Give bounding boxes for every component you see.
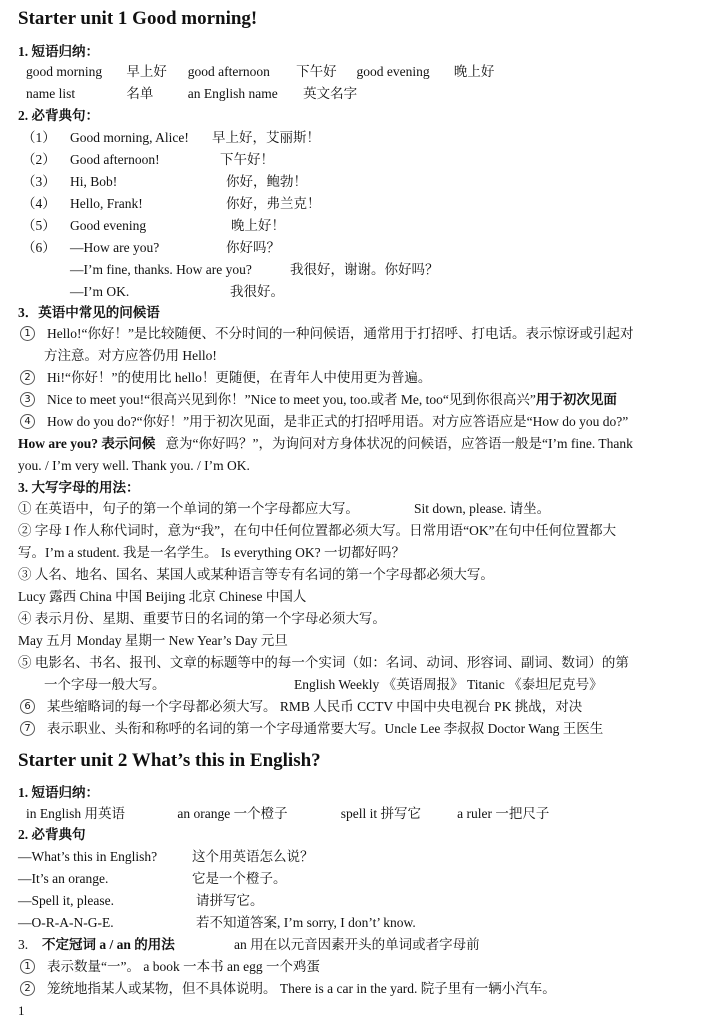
rule-text: ① 在英语中，句子的第一个单词的第一个字母都应大写。: [18, 501, 359, 516]
sentence-en: —It’s an orange.: [18, 871, 109, 886]
sentence-en: Hello, Frank!: [70, 196, 143, 211]
item-number: 2: [20, 981, 35, 996]
sentence-num: （4）: [22, 196, 56, 211]
sentence-line: [22, 238, 280, 258]
sentence-line: [22, 172, 307, 192]
sentence-line: [18, 891, 264, 911]
item-text: Nice to meet you!“很高兴见到你！”Nice to meet you, too.或者 Me, too“见到你很高兴”: [47, 392, 536, 407]
sentence-cn: 下午好！: [220, 152, 274, 167]
rule-text: 一个字母一般大写。: [44, 677, 166, 692]
item-bold: 用于初次见面: [535, 392, 617, 407]
unit1-phrases-row-1: [26, 62, 494, 82]
sentence-cn: 你好，鲍勃！: [226, 174, 307, 189]
capital-rule-3-example: Lucy 露西 China 中国 Beijing 北京 Chinese 中国人: [18, 589, 307, 604]
capital-rule-5: ⑤ 电影名、书名、报刊、文章的标题等中的每一个实词（如：名词、动词、形容词、副词、数词）的第: [18, 655, 629, 670]
item-number: 2: [20, 370, 35, 385]
capital-rule-2-cont: 写。I’m a student. 我是一名学生。 Is everything OK? 一切都好吗？: [18, 545, 405, 560]
unit1-phrases-row-2: [26, 84, 357, 104]
sentence-cn: 这个用英语怎么说？: [192, 849, 314, 864]
sentence-num: （5）: [22, 218, 56, 233]
sentence-num: （1）: [22, 130, 56, 145]
sentence-line: [22, 194, 321, 214]
sentence-line: [18, 847, 314, 867]
item-text: 意为“你好吗？”，为询问对方身体状况的问候语，应答语一般是“I’m fine. Thank: [165, 436, 633, 451]
unit1-phrases-heading: 1. 短语归纳：: [18, 44, 99, 59]
greeting-item-1: [20, 324, 633, 344]
capital-letters-heading: 3. 大写字母的用法：: [18, 480, 140, 495]
item-number: 6: [20, 699, 35, 714]
greeting-item-4: [20, 412, 628, 432]
phrase: good afternoon: [187, 64, 270, 79]
heading-number: 3.: [18, 937, 29, 952]
phrase-cn: 英文名字: [303, 86, 358, 101]
capital-rule-4-example: May 五月 Monday 星期一 New Year’s Day 元旦: [18, 633, 288, 648]
item-text: How do you do?“你好！”用于初次见面，是非正式的打招呼用语。对方应答语应是“How do you do?”: [47, 414, 629, 429]
phrase: in English 用英语: [26, 806, 126, 821]
sentence-cn: 请拼写它。: [196, 893, 264, 908]
sentence-line: [22, 150, 274, 170]
capital-rule-6: [20, 697, 582, 717]
greeting-item-4-end: you. / I’m very well. Thank you. / I’m OK.: [18, 458, 250, 473]
sentence-line: [22, 128, 320, 148]
sentence-en: Good morning, Alice!: [70, 130, 189, 145]
greeting-item-3: [20, 390, 617, 410]
unit1-sentences-heading: 2. 必背典句：: [18, 108, 99, 123]
sentence-en: Hi, Bob!: [70, 174, 118, 189]
phrase: an orange 一个橙子: [177, 806, 288, 821]
sentence-cn: 若不知道答案, I’m sorry, I don’t’ know.: [196, 915, 416, 930]
greeting-item-4-cont: [18, 434, 633, 454]
rule-text: 某些缩略词的每一个字母都必须大写。 RMB 人民币 CCTV 中国中央电视台 PK 挑战，对决: [47, 699, 583, 714]
sentence-cn: 我很好。: [230, 284, 284, 299]
unit2-phrases-row: [26, 804, 549, 824]
phrase: name list: [26, 86, 76, 101]
phrase-cn: 下午好: [296, 64, 337, 79]
sentence-en: —I’m OK.: [70, 284, 130, 299]
sentence-cn: 早上好，艾丽斯！: [212, 130, 320, 145]
greetings-heading: 3．英语中常见的问候语: [18, 305, 160, 320]
phrase-cn: 名单: [126, 86, 154, 101]
item-number: 1: [20, 326, 35, 341]
item-number: 1: [20, 959, 35, 974]
sentence-line: [18, 913, 416, 933]
capital-rule-2: ② 字母 I 作人称代词时，意为“我”，在句中任何位置都必须大写。日常用语“OK”在句中任何位置都大: [18, 523, 617, 538]
sentence-en: Good evening: [70, 218, 147, 233]
capital-rule-4: ④ 表示月份、星期、重要节日的名词的第一个字母必须大写。: [18, 611, 386, 626]
sentence-cn: 你好，弗兰克！: [226, 196, 321, 211]
item-number: 4: [20, 414, 35, 429]
phrase: a ruler 一把尺子: [457, 806, 550, 821]
sentence-num: （3）: [22, 174, 56, 189]
sentence-line: [70, 260, 439, 280]
sentence-en: Good afternoon!: [70, 152, 160, 167]
phrase-cn: 晚上好: [453, 64, 495, 79]
unit2-sentences-heading: 2. 必背典句: [18, 827, 86, 842]
capital-rule-1: [18, 499, 550, 519]
phrase: spell it 拼写它: [340, 806, 421, 821]
heading-text: 不定冠词 a / an 的用法: [42, 937, 175, 952]
rule-example: Sit down, please. 请坐。: [414, 501, 551, 516]
sentence-num: （2）: [22, 152, 56, 167]
item-text: 表示数量“一”。 a book 一本书 an egg 一个鸡蛋: [47, 959, 320, 974]
item-number: 3: [20, 392, 35, 407]
item-text: Hi!“你好！”的使用比 hello！更随便，在青年人中使用更为普遍。: [47, 370, 432, 385]
capital-rule-5-cont: [44, 675, 603, 695]
sentence-line: [70, 282, 284, 302]
rule-example: English Weekly 《英语周报》 Titanic 《泰坦尼克号》: [294, 677, 603, 692]
phrase: good evening: [356, 64, 430, 79]
sentence-cn: 你好吗？: [226, 240, 280, 255]
sentence-en: —What’s this in English?: [18, 849, 158, 864]
item-bold: How are you? 表示问候: [18, 436, 156, 451]
sentence-cn: 它是一个橙子。: [192, 871, 287, 886]
item-text: 笼统地指某人或某物，但不具体说明。 There is a car in the yard. 院子里有一辆小汽车。: [47, 981, 556, 996]
greeting-item-2: [20, 368, 431, 388]
greeting-item-1-cont: 方注意。对方应答仍用 Hello!: [44, 348, 217, 363]
capital-rule-3: ③ 人名、地名、国名、某国人或某种语言等专有名词的第一个字母都必须大写。: [18, 567, 494, 582]
sentence-en: —O-R-A-N-G-E.: [18, 915, 114, 930]
sentence-en: —Spell it, please.: [18, 893, 114, 908]
unit2-title: Starter unit 2 What’s this in English?: [18, 750, 321, 771]
capital-rule-7: [20, 719, 603, 739]
item-number: 7: [20, 721, 35, 736]
page-number: 1: [18, 1003, 25, 1018]
unit2-phrases-heading: 1. 短语归纳：: [18, 785, 99, 800]
sentence-en: —I’m fine, thanks. How are you?: [70, 262, 252, 277]
sentence-en: —How are you?: [70, 240, 160, 255]
unit1-title: Starter unit 1 Good morning!: [18, 8, 258, 29]
item-text: Hello!“你好！”是比较随便、不分时间的一种问候语，通常用于打招呼、打电话。表示惊讶或引起对: [47, 326, 634, 341]
phrase: an English name: [187, 86, 278, 101]
articles-heading: [18, 935, 480, 955]
sentence-line: [22, 216, 285, 236]
sentence-cn: 我很好，谢谢。你好吗？: [290, 262, 439, 277]
phrase: good morning: [26, 64, 103, 79]
sentence-line: [18, 869, 287, 889]
heading-note: an 用在以元音因素开头的单词或者字母前: [234, 937, 480, 952]
sentence-num: （6）: [22, 240, 56, 255]
articles-item-1: [20, 957, 320, 977]
phrase-cn: 早上好: [126, 64, 167, 79]
sentence-cn: 晚上好！: [231, 218, 285, 233]
rule-text: 表示职业、头衔和称呼的名词的第一个字母通常要大写。Uncle Lee 李叔叔 Doctor Wang 王医生: [47, 721, 604, 736]
articles-item-2: [20, 979, 556, 999]
